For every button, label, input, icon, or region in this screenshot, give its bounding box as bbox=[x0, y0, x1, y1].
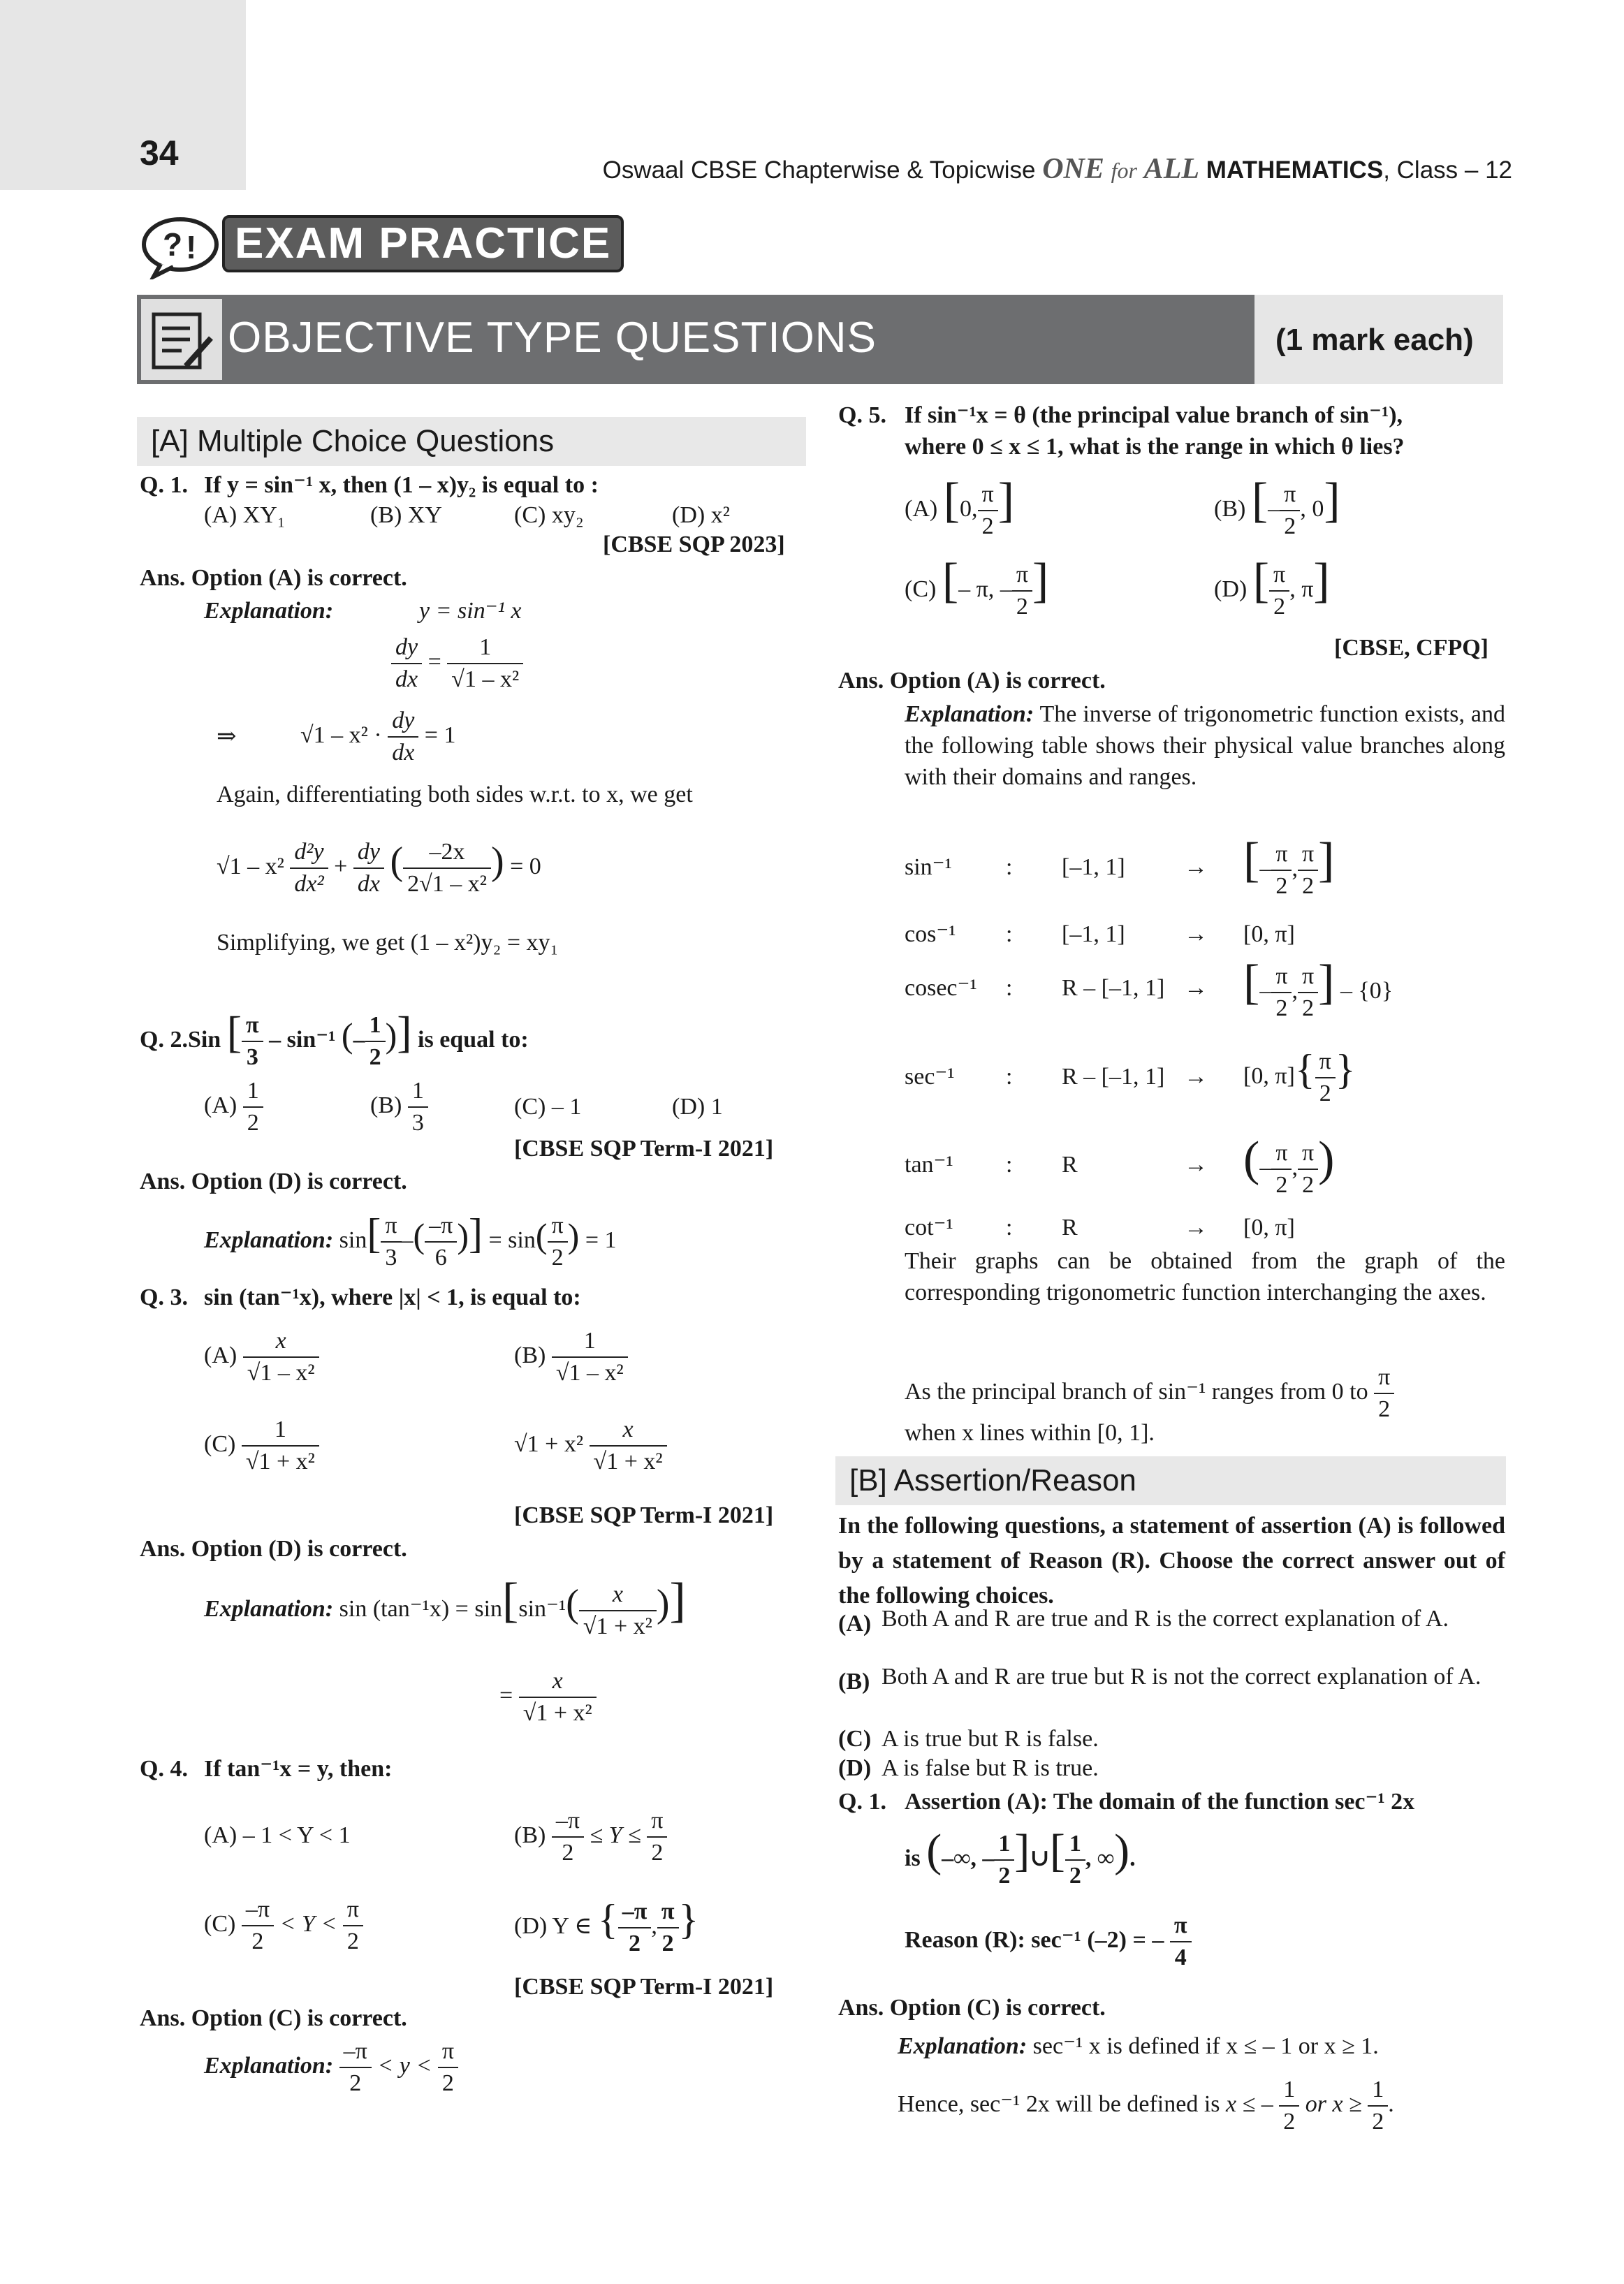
q4-expl-n2: π bbox=[438, 2036, 458, 2068]
q4-option-c bbox=[204, 1894, 363, 1957]
q3-d-n: x bbox=[590, 1414, 667, 1447]
q3-option-d bbox=[514, 1414, 667, 1477]
tbl-sin-pi1: π bbox=[1271, 839, 1292, 871]
q1-line4-d3: 2√1 – x² bbox=[407, 871, 487, 897]
q4-expl bbox=[204, 2036, 458, 2099]
q4-expl-n1: –π bbox=[339, 2036, 372, 2068]
q2-expl-sin: sin bbox=[339, 1227, 367, 1253]
q3-option-a bbox=[204, 1326, 319, 1389]
tbl-cos-rng: [0, π] bbox=[1243, 921, 1295, 947]
tbl-sin-f: sin⁻¹ bbox=[905, 854, 952, 880]
q4-b-le: ≤ Y ≤ bbox=[590, 1822, 641, 1848]
q2-expl-mpi: –π bbox=[425, 1210, 457, 1243]
tbl-cosec-neg: – bbox=[1259, 978, 1272, 1004]
ar-q1-h1b: 1 bbox=[1368, 2074, 1388, 2107]
q3-a-n: x bbox=[243, 1326, 319, 1358]
section-marks: (1 mark each) bbox=[1275, 323, 1474, 357]
q5-source: [CBSE, CFPQ] bbox=[1334, 635, 1488, 661]
q5-a-zero: 0, bbox=[960, 496, 978, 522]
tbl-cos-f: cos⁻¹ bbox=[905, 921, 956, 947]
ar-q1-expl-text: sec⁻¹ x is defined if x ≤ – 1 or x ≥ 1. bbox=[1032, 2033, 1379, 2059]
ar-q1-hence bbox=[898, 2074, 1394, 2137]
q5-c-pi: π bbox=[1012, 559, 1032, 592]
q3-expl: Explanation: sin (tan⁻¹x) = sin[sin⁻¹( $\frac{x}{\text{√1 + x²}}$ )] bbox=[204, 1572, 686, 1642]
q4-stem: If tan⁻¹x = y, then: bbox=[204, 1756, 393, 1782]
q1-option-d: (D) x² bbox=[672, 502, 730, 528]
ar-q1-is: is bbox=[905, 1845, 921, 1871]
q2-a-n: 1 bbox=[243, 1076, 263, 1108]
q2-option-b bbox=[370, 1076, 428, 1139]
q1-line3-rad: √1 – x² · bbox=[300, 722, 382, 748]
q4-option-d: (D) Y ∈ { $\frac{-\pi}{2}$ , $\frac{\pi}{2}$ } bbox=[514, 1894, 698, 1959]
q2-expl-2: 2 bbox=[551, 1245, 564, 1271]
tbl-sec-2: 2 bbox=[1319, 1081, 1331, 1107]
ar-q1-h2a: 2 bbox=[1283, 2109, 1296, 2135]
ar-q1-cup: ∪ bbox=[1030, 1845, 1050, 1871]
tbl-cosec-f: cosec⁻¹ bbox=[905, 975, 977, 1001]
q2-two: 2 bbox=[369, 1044, 381, 1071]
q1-line4: √1 – x² $\frac{\text{d²y}}{\text{dx²}}$ + $\frac{dy}{dx}$ ( $\frac{-2x}{\text{2√1 – x²}}$ ) = 0 bbox=[217, 837, 541, 900]
q2-expl-eq2: = 1 bbox=[585, 1227, 617, 1253]
q2-a-key: (A) bbox=[204, 1092, 237, 1118]
tbl-sin-arrow: → bbox=[1184, 854, 1208, 880]
q4-d-n1: –π bbox=[618, 1896, 652, 1928]
q4-d-d1: 2 bbox=[629, 1931, 641, 1957]
q5-as-2: 2 bbox=[1378, 1396, 1391, 1422]
q3-b-key: (B) bbox=[514, 1342, 546, 1368]
ar-q1-expl-label: Explanation: bbox=[898, 2033, 1027, 2059]
tbl-cot-f: cot⁻¹ bbox=[905, 1215, 953, 1240]
running-header bbox=[603, 152, 1512, 186]
ar-q1-h2b: 2 bbox=[1372, 2109, 1384, 2135]
q4-source: [CBSE SQP Term-I 2021] bbox=[514, 1974, 774, 2000]
q4-expl-label: Explanation: bbox=[204, 2052, 334, 2079]
tbl-sec-pi: π bbox=[1315, 1046, 1336, 1078]
tbl-cosec-dom: R – [–1, 1] bbox=[1062, 975, 1165, 1001]
tbl-tan-f: tan⁻¹ bbox=[905, 1152, 953, 1178]
q5-d-pi: π bbox=[1269, 559, 1289, 592]
q2-expl-3: 3 bbox=[385, 1245, 397, 1271]
ar-q1-hx1: x ≤ – bbox=[1226, 2091, 1273, 2117]
header-class: , Class – 12 bbox=[1383, 156, 1512, 184]
q3-expl-n2: x bbox=[519, 1666, 597, 1698]
tbl-sec-range: [0, π]{ $\frac{\pi}{2}$ } bbox=[1243, 1044, 1356, 1109]
q4-b-n2: π bbox=[647, 1806, 667, 1838]
q5-a-2: 2 bbox=[981, 513, 994, 540]
q1-line3-dy: dy bbox=[388, 705, 418, 738]
section-a-title: [A] Multiple Choice Questions bbox=[151, 424, 555, 458]
q5-option-a: (A) [0, $\frac{\pi}{2}$ ] bbox=[905, 471, 1014, 542]
tbl-sin-colon: : bbox=[1006, 854, 1013, 880]
q1-line3-eq: = 1 bbox=[424, 722, 456, 748]
q2-inner: – sin⁻¹ bbox=[269, 1027, 336, 1053]
tbl-cosec-pi1: π bbox=[1271, 961, 1292, 993]
q2-expl-pi: π bbox=[381, 1210, 401, 1243]
q2-expl: Explanation: sin[ $\frac{\pi}{3}$ –( $\frac{-\pi}{6}$ )] = sin( $\frac{\pi}{2}$ ) = 1 bbox=[204, 1208, 617, 1273]
tbl-cos-colon: : bbox=[1006, 921, 1013, 947]
corner-tab bbox=[0, 0, 246, 190]
q3-expl-d2: √1 + x² bbox=[522, 1700, 592, 1726]
tbl-tan-range: (– $\frac{\pi}{2}$ , $\frac{\pi}{2}$ ) bbox=[1243, 1130, 1334, 1201]
q5-b-pi: π bbox=[1280, 479, 1300, 511]
q4-answer: Ans. Option (C) is correct. bbox=[140, 2005, 407, 2031]
tbl-tan-pi1: π bbox=[1271, 1138, 1292, 1170]
tbl-sin-range: [– $\frac{\pi}{2}$ , $\frac{\pi}{2}$ ] bbox=[1243, 831, 1334, 902]
ar-choice-b-text: Both A and R are true but R is not the correct explanation of A. bbox=[882, 1664, 1482, 1690]
q5-a-pi: π bbox=[978, 479, 998, 511]
tbl-sin-neg: – bbox=[1259, 856, 1272, 881]
ar-q1-label: Q. 1. bbox=[838, 1789, 886, 1815]
ar-choice-c-key: (C) bbox=[838, 1726, 872, 1752]
q5-label: Q. 5. bbox=[838, 402, 886, 428]
ar-q1-2b: 2 bbox=[1069, 1863, 1081, 1889]
tbl-sin-2b: 2 bbox=[1302, 873, 1315, 900]
q3-option-b bbox=[514, 1326, 628, 1389]
q1-line4-d2: dx bbox=[357, 871, 380, 897]
ar-q1-dot: . bbox=[1129, 1845, 1136, 1871]
q3-option-c bbox=[204, 1414, 319, 1477]
q5-stem-2: where 0 ≤ x ≤ 1, what is the range in which θ lies? bbox=[905, 434, 1405, 460]
q3-b-n: 1 bbox=[552, 1326, 628, 1358]
q2-b-key: (B) bbox=[370, 1092, 402, 1118]
tbl-sec-dom: R – [–1, 1] bbox=[1062, 1064, 1165, 1090]
q5-option-d: (D) [ $\frac{\pi}{2}$ , π] bbox=[1214, 552, 1330, 622]
q1-label: Q. 1. bbox=[140, 472, 188, 498]
tbl-tan-pi2: π bbox=[1298, 1138, 1318, 1170]
q3-b-d: √1 – x² bbox=[555, 1360, 624, 1386]
q3-a-key: (A) bbox=[204, 1342, 237, 1368]
q2-option-d: (D) 1 bbox=[672, 1094, 723, 1120]
header-subject: MATHEMATICS bbox=[1206, 156, 1384, 184]
ar-q1-answer: Ans. Option (C) is correct. bbox=[838, 1995, 1106, 2021]
ar-choice-a-text: Both A and R are true and R is the correct explanation of A. bbox=[882, 1606, 1449, 1632]
q5-answer: Ans. Option (A) is correct. bbox=[838, 668, 1106, 694]
q2-option-a bbox=[204, 1076, 263, 1139]
q5-option-c: (C) [– π, – $\frac{\pi}{2}$ ] bbox=[905, 552, 1048, 622]
q4-c-n2: π bbox=[343, 1894, 363, 1926]
tbl-sec-f: sec⁻¹ bbox=[905, 1064, 955, 1090]
q1-again: Again, differentiating both sides w.r.t. to x, we get bbox=[217, 782, 693, 807]
ar-q1-h1a: 1 bbox=[1279, 2074, 1299, 2107]
q5-b-neg: – bbox=[1268, 496, 1280, 522]
q1-line4-plus: + bbox=[334, 853, 348, 879]
q2-b-d: 3 bbox=[411, 1110, 424, 1136]
q5-explanation bbox=[905, 698, 1505, 793]
tbl-tan-2a: 2 bbox=[1275, 1172, 1288, 1199]
q4-b-d2: 2 bbox=[651, 1840, 664, 1866]
ar-choice-a-key: (A) bbox=[838, 1611, 872, 1637]
section-bar bbox=[137, 295, 1503, 384]
ar-q1-reason bbox=[905, 1910, 1192, 1973]
q4-b-n1: –π bbox=[552, 1806, 584, 1838]
q1-answer: Ans. Option (A) is correct. bbox=[140, 565, 407, 591]
q4-option-a: (A) – 1 < Y < 1 bbox=[204, 1822, 351, 1848]
q2-expl-pi2: π bbox=[548, 1210, 568, 1243]
ar-choice-b-key: (B) bbox=[838, 1669, 870, 1694]
exam-practice-text: EXAM PRACTICE bbox=[222, 215, 624, 272]
tbl-cosec-arrow: → bbox=[1184, 975, 1208, 1001]
q2-three: 3 bbox=[246, 1044, 258, 1071]
q1-option-b: (B) XY bbox=[370, 502, 442, 528]
q3-a-d: √1 – x² bbox=[247, 1360, 315, 1386]
page-number: 34 bbox=[140, 133, 179, 173]
q2-b-n: 1 bbox=[408, 1076, 428, 1108]
q5-as2: when x lines within [0, 1]. bbox=[905, 1420, 1155, 1446]
q3-c-d: √1 + x² bbox=[245, 1449, 315, 1474]
header-for: for bbox=[1111, 158, 1137, 183]
q1-line3 bbox=[300, 705, 455, 768]
q1-source: [CBSE SQP 2023] bbox=[603, 532, 785, 557]
q2-one: 1 bbox=[365, 1010, 386, 1042]
q5-option-b: (B) [– $\frac{\pi}{2}$ , 0] bbox=[1214, 471, 1340, 542]
q2-expl-label: Explanation: bbox=[204, 1227, 334, 1253]
q3-expl-lhs: sin (tan⁻¹x) = bbox=[339, 1596, 469, 1622]
q3-expl-label: Explanation: bbox=[204, 1596, 334, 1622]
q3-c-n: 1 bbox=[242, 1414, 319, 1447]
q1-stem: If y = sin⁻¹ x, then (1 – x)y₂ is equal to : bbox=[204, 472, 599, 498]
tbl-sec-arrow: → bbox=[1184, 1064, 1208, 1090]
tbl-tan-dom: R bbox=[1062, 1152, 1078, 1178]
ar-choice-d-key: (D) bbox=[838, 1755, 872, 1781]
tbl-cosec-2b: 2 bbox=[1302, 995, 1315, 1022]
ar-intro: In the following questions, a statement of assertion (A) is followed by a statement of Reason (R). Choose the correct answer out of the following choices. bbox=[838, 1513, 1505, 1609]
q5-graphs-text: Their graphs can be obtained from the graph of the corresponding trigonometric function interchanging the axes. bbox=[905, 1248, 1505, 1305]
section-b-band bbox=[835, 1456, 1506, 1505]
q1-line2 bbox=[391, 632, 523, 695]
q1-rad: √1 – x² bbox=[451, 666, 520, 692]
q4-c-key: (C) bbox=[204, 1910, 236, 1937]
q1-dx: dx bbox=[395, 666, 418, 692]
tbl-cot-dom: R bbox=[1062, 1215, 1078, 1240]
ar-q1-4: 4 bbox=[1174, 1945, 1187, 1970]
q3-stem: sin (tan⁻¹x), where |x| < 1, is equal to: bbox=[204, 1284, 581, 1310]
q5-as-line bbox=[905, 1362, 1394, 1425]
q2-option-c: (C) – 1 bbox=[514, 1094, 582, 1120]
ar-q1-reason-text: Reason (R): sec⁻¹ (–2) = – bbox=[905, 1926, 1164, 1953]
ar-q1-hor: or x ≥ bbox=[1305, 2091, 1362, 2117]
q2-pi: π bbox=[242, 1010, 263, 1042]
q2-expl-minus: – bbox=[401, 1227, 414, 1253]
q5-b-key: (B) bbox=[1214, 496, 1246, 522]
q1-line4-d1: dx² bbox=[294, 871, 324, 897]
q3-source: [CBSE SQP Term-I 2021] bbox=[514, 1502, 774, 1528]
q4-b-key: (B) bbox=[514, 1822, 546, 1848]
q1-line1: y = sin⁻¹ x bbox=[419, 598, 522, 624]
tbl-cosec-range: [– $\frac{\pi}{2}$ , $\frac{\pi}{2}$ ] – {0} bbox=[1243, 953, 1393, 1024]
q3-expl-sin: sin bbox=[474, 1596, 503, 1622]
header-all: ALL bbox=[1143, 153, 1200, 185]
ar-q1-l: –∞, – bbox=[942, 1845, 995, 1871]
q1-line3-dx: dx bbox=[392, 740, 415, 766]
q2-expl-6: 6 bbox=[434, 1245, 447, 1271]
q3-d-key: √1 + x² bbox=[514, 1430, 584, 1457]
q2-sin: Sin bbox=[187, 1027, 221, 1053]
section-a-band bbox=[137, 417, 806, 466]
tbl-cosec-rng: – {0} bbox=[1340, 978, 1393, 1004]
tbl-sec-rng: [0, π] bbox=[1243, 1063, 1295, 1089]
q5-d-pi2: , π bbox=[1289, 576, 1314, 602]
q5-c-key: (C) bbox=[905, 576, 937, 602]
ar-choice-c-text: A is true but R is false. bbox=[882, 1726, 1099, 1752]
q1-line4-n2: dy bbox=[353, 837, 384, 869]
q4-c-n1: –π bbox=[242, 1894, 274, 1926]
q5-b-zero: , 0 bbox=[1300, 496, 1324, 522]
svg-text:?: ? bbox=[163, 226, 183, 263]
q5-c-2: 2 bbox=[1016, 594, 1028, 620]
q4-b-d1: 2 bbox=[562, 1840, 574, 1866]
q2-neg: – bbox=[353, 1027, 365, 1053]
q1-option-c: (C) xy₂ bbox=[514, 502, 584, 528]
q2-answer: Ans. Option (D) is correct. bbox=[140, 1169, 407, 1194]
q5-as-pi: π bbox=[1374, 1362, 1394, 1394]
q1-line4-n3: –2x bbox=[403, 837, 491, 869]
q2-source: [CBSE SQP Term-I 2021] bbox=[514, 1136, 774, 1162]
q4-expl-d2: 2 bbox=[441, 2070, 454, 2096]
q1-line4-rad: √1 – x² bbox=[217, 853, 284, 879]
q3-c-key: (C) bbox=[204, 1430, 236, 1457]
tbl-sin-2a: 2 bbox=[1275, 873, 1288, 900]
q4-d-d2: 2 bbox=[661, 1931, 674, 1957]
q4-expl-d1: 2 bbox=[349, 2070, 362, 2096]
q1-num: 1 bbox=[447, 632, 523, 664]
q5-c-mpi: – π, – bbox=[958, 576, 1012, 602]
header-prefix: Oswaal CBSE Chapterwise & Topicwise bbox=[602, 156, 1036, 184]
ar-q1-1b: 1 bbox=[1065, 1829, 1085, 1861]
ar-q1-2a: 2 bbox=[998, 1863, 1011, 1889]
q5-expl-label: Explanation: bbox=[905, 701, 1034, 727]
exam-practice-banner bbox=[140, 210, 629, 279]
q4-d-comma: , bbox=[651, 1913, 657, 1939]
ar-q1-r: , ∞ bbox=[1085, 1845, 1115, 1871]
q2-a-d: 2 bbox=[247, 1110, 259, 1136]
q5-expl-text: The inverse of trigonometric function exists, and the following table shows their physical value branches along with their domains and ranges. bbox=[905, 701, 1505, 790]
q4-c-d1: 2 bbox=[251, 1928, 264, 1954]
q5-stem-1: If sin⁻¹x = θ (the principal value branch of sin⁻¹), bbox=[905, 402, 1403, 428]
q3-expl-d: √1 + x² bbox=[583, 1613, 652, 1640]
q5-a-key: (A) bbox=[905, 496, 938, 522]
ar-q1-hence-text: Hence, sec⁻¹ 2x will be defined is bbox=[898, 2091, 1220, 2117]
tbl-cosec-pi2: π bbox=[1298, 961, 1318, 993]
q4-d-key: (D) Y ∈ bbox=[514, 1913, 592, 1939]
tbl-sec-colon: : bbox=[1006, 1064, 1013, 1090]
q5-as1: As the principal branch of sin⁻¹ ranges from 0 to bbox=[905, 1378, 1368, 1405]
q4-option-b bbox=[514, 1806, 667, 1868]
tbl-tan-colon: : bbox=[1006, 1152, 1013, 1178]
q2-stem: Q. 2.Sin [ $\frac{\pi}{3}$ – sin⁻¹ (– $\frac{1}{2}$ )] is equal to: bbox=[140, 1006, 529, 1073]
ar-q1-assertion: Assertion (A): The domain of the function sec⁻¹ 2x bbox=[905, 1789, 1415, 1815]
q3-label: Q. 3. bbox=[140, 1284, 188, 1310]
q4-label: Q. 4. bbox=[140, 1756, 188, 1782]
tbl-cosec-colon: : bbox=[1006, 975, 1013, 1001]
q4-c-lt: < Y < bbox=[279, 1910, 337, 1937]
q3-expl-n: x bbox=[579, 1579, 657, 1611]
ar-q1-domain: is (–∞, – $\frac{1}{2}$ ]∪[ $\frac{1}{2}$ , ∞). bbox=[905, 1823, 1136, 1891]
tbl-cos-dom: [–1, 1] bbox=[1062, 921, 1125, 947]
q1-option-a: (A) XY₁ bbox=[204, 502, 286, 528]
tbl-sin-pi2: π bbox=[1298, 839, 1318, 871]
q3-answer: Ans. Option (D) is correct. bbox=[140, 1536, 407, 1562]
tbl-cot-colon: : bbox=[1006, 1215, 1013, 1240]
ar-q1-1a: 1 bbox=[994, 1829, 1014, 1861]
q5-d-2: 2 bbox=[1273, 594, 1286, 620]
q1-line4-eq: = 0 bbox=[510, 853, 541, 879]
section-title: OBJECTIVE TYPE QUESTIONS bbox=[228, 314, 877, 362]
ar-choice-d-text: A is false but R is true. bbox=[882, 1755, 1099, 1781]
q2-tail: is equal to: bbox=[418, 1027, 529, 1053]
q1-dy: dy bbox=[391, 632, 422, 664]
q4-d-n2: π bbox=[657, 1896, 679, 1928]
q1-line4-n1: d²y bbox=[290, 837, 328, 869]
tbl-sin-dom: [–1, 1] bbox=[1062, 854, 1125, 880]
q4-c-d2: 2 bbox=[346, 1928, 359, 1954]
q3-expl-line2 bbox=[499, 1666, 597, 1729]
q1-eq: = bbox=[427, 648, 441, 675]
q3-expl-eq: = bbox=[499, 1682, 513, 1708]
q1-simplify: Simplifying, we get (1 – x²)y₂ = xy₁ bbox=[217, 930, 559, 956]
notepad-pencil-icon bbox=[141, 299, 222, 380]
q3-d-d: √1 + x² bbox=[593, 1449, 663, 1474]
tbl-cosec-2a: 2 bbox=[1275, 995, 1288, 1022]
tbl-cos-arrow: → bbox=[1184, 921, 1208, 947]
q4-expl-lt: < y < bbox=[377, 2052, 432, 2079]
tbl-cot-arrow: → bbox=[1184, 1215, 1208, 1240]
q3-expl-sin1: sin⁻¹ bbox=[518, 1596, 566, 1622]
section-b-title: [B] Assertion/Reason bbox=[849, 1463, 1136, 1498]
ar-q1-expl bbox=[898, 2033, 1379, 2061]
q2-label: Q. 2. bbox=[140, 1027, 188, 1053]
svg-text:!: ! bbox=[186, 229, 197, 265]
q5-b-2: 2 bbox=[1284, 513, 1296, 540]
tbl-tan-arrow: → bbox=[1184, 1152, 1208, 1178]
q5-d-key: (D) bbox=[1214, 576, 1248, 602]
ar-q1-hend: . bbox=[1388, 2091, 1394, 2117]
tbl-cot-rng: [0, π] bbox=[1243, 1215, 1295, 1240]
ar-q1-pi: π bbox=[1170, 1910, 1192, 1942]
header-one: ONE bbox=[1042, 153, 1104, 185]
tbl-tan-neg: – bbox=[1259, 1155, 1272, 1180]
q2-expl-eq1: = sin bbox=[488, 1227, 536, 1253]
q1-explanation-label: Explanation: bbox=[204, 598, 334, 624]
tbl-tan-2b: 2 bbox=[1302, 1172, 1315, 1199]
q1-implies: ⇒ bbox=[217, 724, 237, 749]
